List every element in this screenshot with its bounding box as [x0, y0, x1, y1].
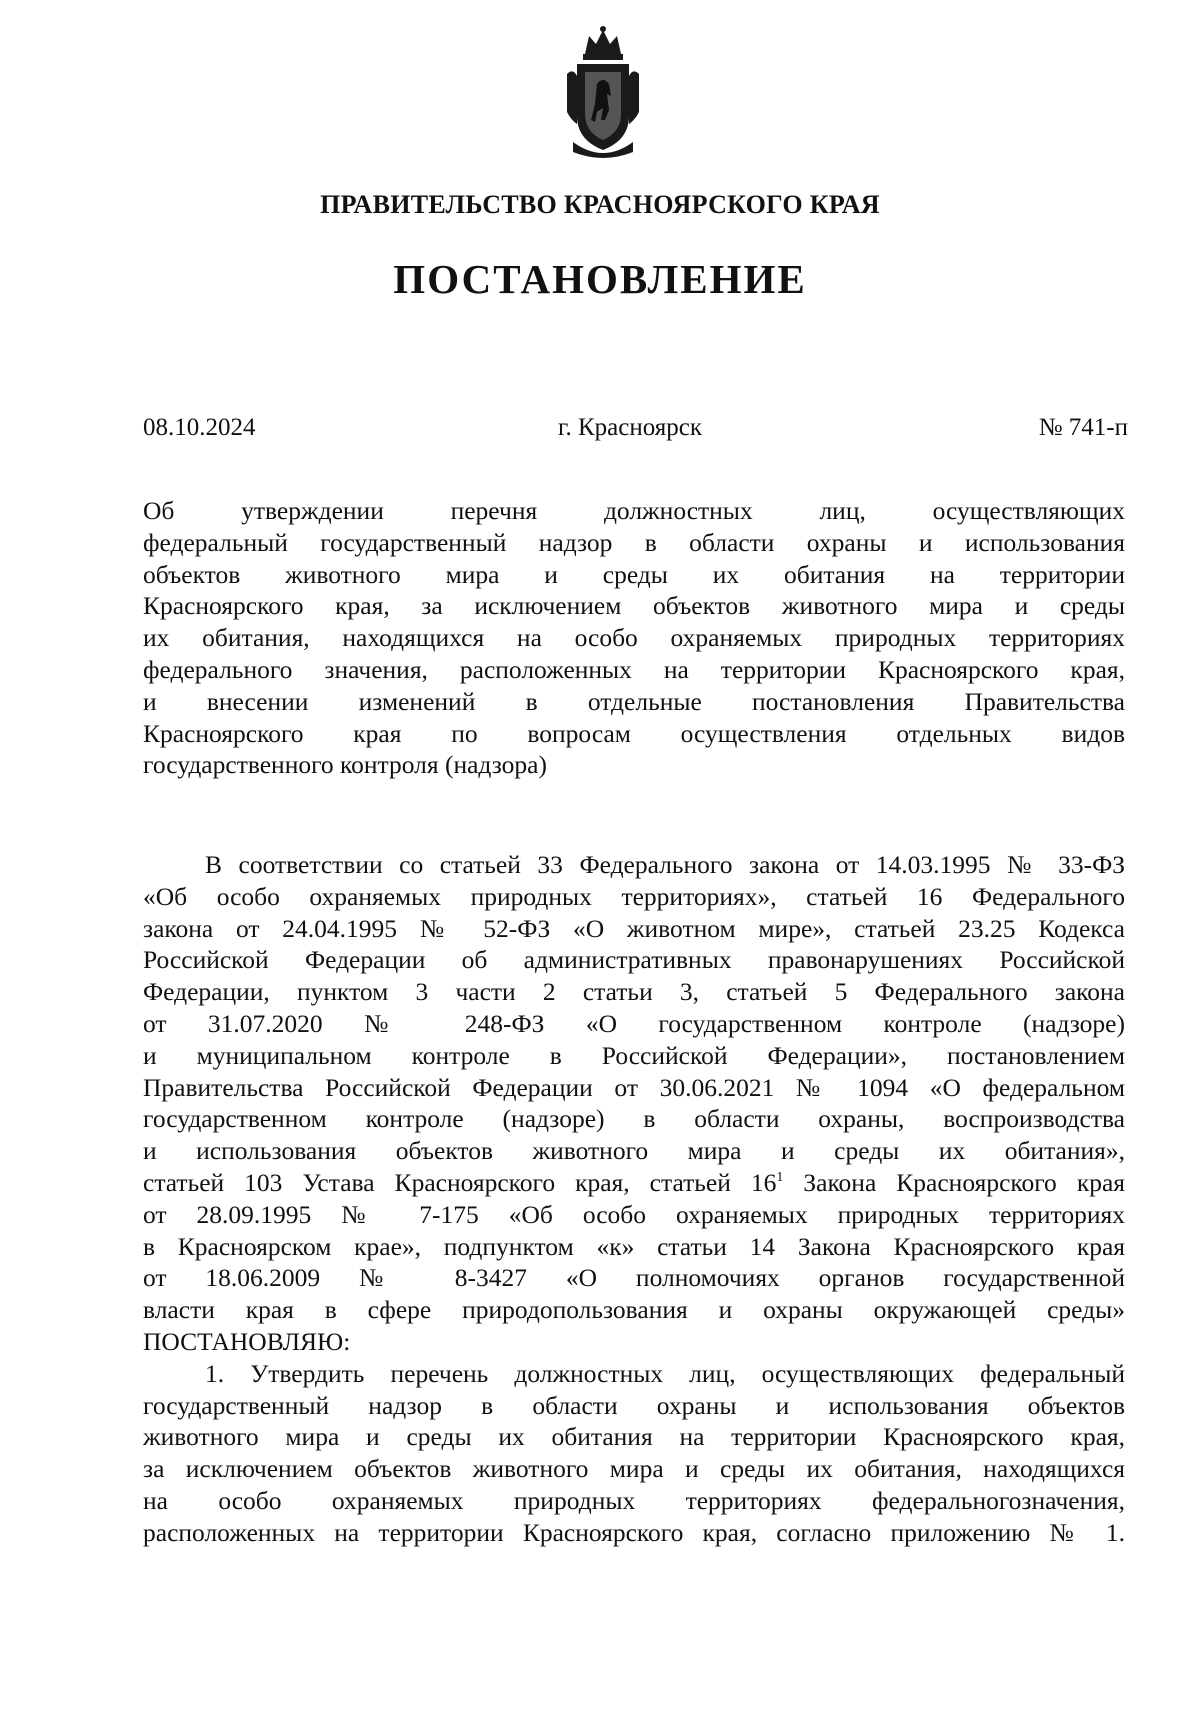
- body-line: Российской Федерации об административных правонарушениях Российской: [143, 945, 1125, 975]
- subject-line: объектов животного мира и среды их обитания на территории: [143, 559, 1125, 589]
- coat-of-arms-icon: [563, 24, 643, 164]
- body-line: на особо охраняемых природных территориях федеральногозначения,: [143, 1485, 1125, 1515]
- superscript: 1: [776, 1169, 784, 1185]
- subject-line: их обитания, находящихся на особо охраняемых природных территориях: [143, 623, 1125, 653]
- subject-line: Об утверждении перечня должностных лиц, осуществляющих: [143, 496, 1125, 525]
- subject-line: и внесении изменений в отдельные постановления Правительства: [143, 686, 1125, 716]
- body-line: от 18.06.2009 № 8-3427 «О полномочиях органов государственной: [143, 1263, 1125, 1293]
- resolution-word: ПОСТАНОВЛЯЮ:: [143, 1326, 351, 1356]
- subject-line: Красноярского края по вопросам осуществления отдельных видов: [143, 718, 1125, 748]
- subject-line: федеральный государственный надзор в области охраны и использования: [143, 527, 1125, 557]
- body-line: и муниципальном контроле в Российской Федерации», постановлением: [143, 1040, 1125, 1070]
- body-line-with-superscript: [143, 1167, 1125, 1199]
- subject-line: федерального значения, расположенных на территории Красноярского края,: [143, 654, 1125, 684]
- document-body: [143, 849, 1125, 1549]
- body-line: власти края в сфере природопользования и охраны окружающей среды»: [143, 1295, 1125, 1325]
- body-text-fragment: Закона Красноярского края: [783, 1167, 1126, 1197]
- body-line: от 31.07.2020 № 248-ФЗ «О государственном контроле (надзоре): [143, 1008, 1125, 1038]
- body-line: и использования объектов животного мира и среды их обитания»,: [143, 1136, 1125, 1166]
- body-line: 1. Утвердить перечень должностных лиц, осуществляющих федеральный: [205, 1358, 1125, 1388]
- document-number: № 741-п: [1038, 414, 1128, 441]
- subject-line: Красноярского края, за исключением объектов животного мира и среды: [143, 591, 1125, 621]
- body-line: государственном контроле (надзоре) в области охраны, воспроизводства: [143, 1104, 1125, 1134]
- body-text-fragment: статьей 103 Устава Красноярского края, статьей 16: [143, 1167, 777, 1197]
- document-subject: [143, 495, 1125, 781]
- body-line: Правительства Российской Федерации от 30.06.2021 № 1094 «О федеральном: [143, 1072, 1125, 1102]
- body-line: Федерации, пунктом 3 части 2 статьи 3, статьей 5 Федерального закона: [143, 977, 1125, 1007]
- document-date: 08.10.2024: [143, 414, 256, 441]
- body-line: животного мира и среды их обитания на территории Красноярского края,: [143, 1422, 1125, 1452]
- body-line: в Красноярском крае», подпунктом «к» статьи 14 Закона Красноярского края: [143, 1231, 1125, 1261]
- body-line: расположенных на территории Красноярского края, согласно приложению № 1.: [143, 1517, 1125, 1547]
- subject-line: государственного контроля (надзора): [143, 750, 547, 780]
- body-line: закона от 24.04.1995 № 52-ФЗ «О животном мире», статьей 23.25 Кодекса: [143, 913, 1125, 943]
- document-type-title: ПОСТАНОВЛЕНИЕ: [393, 256, 807, 302]
- body-line: «Об особо охраняемых природных территориях», статьей 16 Федерального: [143, 881, 1125, 911]
- body-line: государственный надзор в области охраны и использования объектов: [143, 1390, 1125, 1420]
- body-line: от 28.09.1995 № 7-175 «Об особо охраняемых природных территориях: [143, 1199, 1125, 1229]
- organization-title: ПРАВИТЕЛЬСТВО КРАСНОЯРСКОГО КРАЯ: [320, 190, 880, 219]
- document-city: г. Красноярск: [558, 414, 702, 441]
- body-line: В соответствии со статьей 33 Федерального закона от 14.03.1995 № 33-ФЗ: [205, 850, 1125, 879]
- body-line: за исключением объектов животного мира и среды их обитания, находящихся: [143, 1454, 1125, 1484]
